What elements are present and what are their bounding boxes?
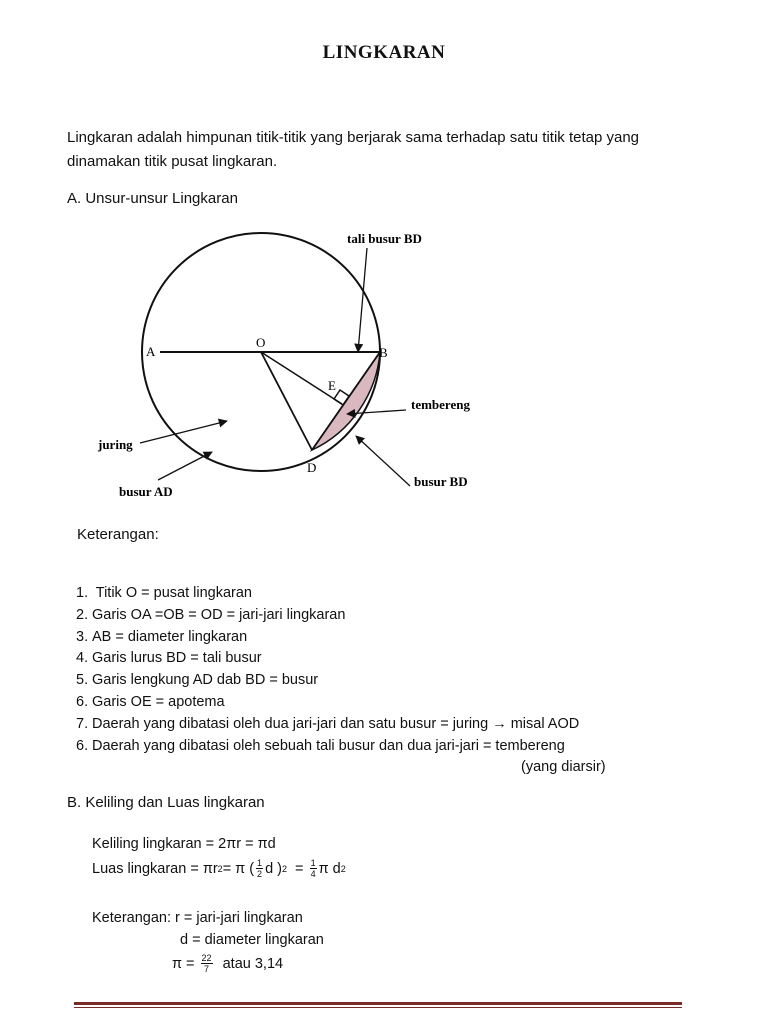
fraction-pi: $\frac{22}{7}$ — [201, 953, 212, 974]
keterangan-heading: Keterangan: — [77, 526, 159, 543]
luas-formula: Luas lingkaran = πr 2 = π ( $\frac{1}{2}$ d ) 2 = $\frac{1}{4}$ π d 2 — [92, 858, 346, 879]
label-tembereng: tembereng — [411, 397, 470, 412]
label-d: D — [307, 460, 317, 475]
label-o: O — [256, 335, 266, 350]
keliling-formula: Keliling lingkaran = 2πr = πd — [92, 836, 276, 852]
arrow-tali-busur — [358, 248, 367, 352]
circle-diagram — [90, 220, 490, 510]
label-juring: juring — [98, 437, 133, 452]
label-tali-busur: tali busur BD — [347, 231, 422, 246]
arrow-juring — [140, 421, 227, 443]
fraction-half: $\frac{1}{2}$ — [257, 858, 263, 879]
keterangan-pi: π = $\frac{22}{7}$ atau 3,14 — [172, 953, 284, 974]
legend-item: 6. Garis OE = apotema — [76, 693, 225, 710]
label-busur-ad: busur AD — [119, 484, 173, 499]
legend-item: 5. Garis lengkung AD dab BD = busur — [76, 672, 319, 689]
section-a-heading: A. Unsur-unsur Lingkaran — [67, 190, 238, 207]
footer-rule — [74, 1002, 682, 1005]
label-busur-bd: busur BD — [414, 474, 468, 489]
intro-paragraph: Lingkaran adalah himpunan titik-titik yang berjarak sama terhadap satu titik tetap yang dinamakan titik pusat lingkaran. — [67, 129, 639, 170]
legend-item: 4. Garis lurus BD = tali busur — [76, 650, 262, 667]
legend-item: 2. Garis OA =OB = OD = jari-jari lingkaran — [76, 606, 346, 623]
legend-item: 7. Daerah yang dibatasi oleh dua jari-jari dan satu busur = juring → misal AOD — [76, 715, 580, 732]
arrow-busur-bd — [356, 436, 410, 486]
keterangan-d: d = diameter lingkaran — [180, 932, 324, 948]
section-b-heading: B. Keliling dan Luas lingkaran — [67, 794, 265, 811]
fraction-quarter: $\frac{1}{4}$ — [310, 858, 316, 879]
legend-item: 3. AB = diameter lingkaran — [76, 628, 248, 645]
legend-item: 1. Titik O = pusat lingkaran — [76, 585, 252, 601]
keterangan-r: Keterangan: r = jari-jari lingkaran — [92, 910, 303, 926]
label-e: E — [328, 378, 336, 393]
label-b: B — [379, 345, 388, 360]
legend-list — [76, 583, 716, 757]
radius-od — [261, 352, 312, 450]
label-a: A — [146, 344, 156, 359]
page-title: LINGKARAN — [322, 42, 446, 63]
legend-note: (yang diarsir) — [521, 759, 606, 775]
legend-item: 6. Daerah yang dibatasi oleh sebuah tali busur dan dua jari-jari = tembereng — [76, 737, 565, 754]
footer-rule-thin — [74, 1007, 682, 1008]
arrow-busur-ad — [158, 452, 212, 480]
